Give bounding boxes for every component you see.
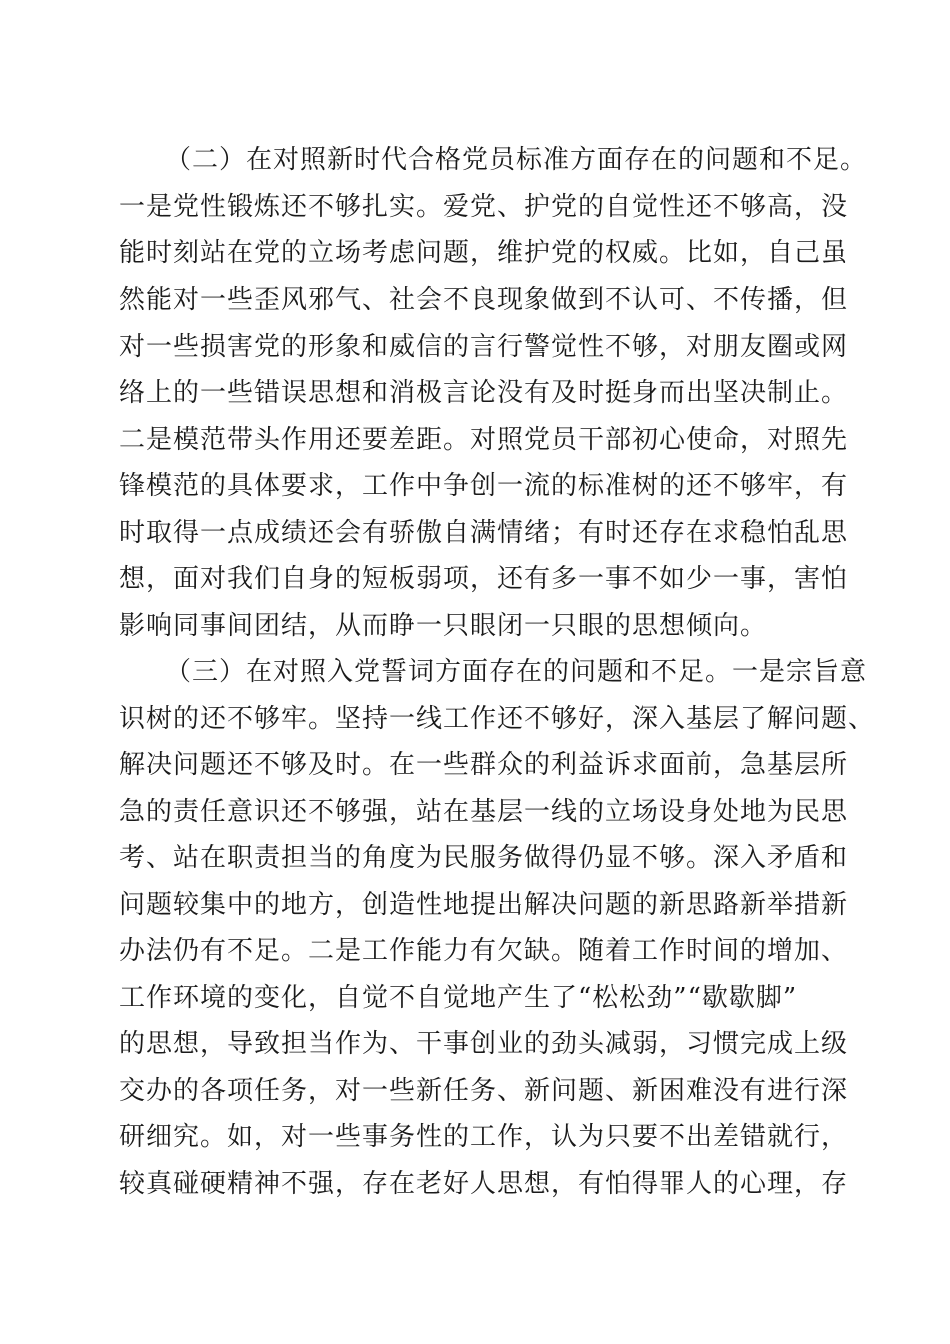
text-line: 然能对一些歪风邪气、社会不良现象做到不认可、不传播，但: [119, 285, 849, 315]
text-line: 较真碰硬精神不强，存在老好人思想，有怕得罪人的心理，存: [119, 1169, 849, 1199]
text-line: 工作环境的变化，自觉不自觉地产生了“松松劲”“歇歇脚”: [119, 983, 798, 1013]
text-line: 的思想，导致担当作为、干事创业的劲头减弱，习惯完成上级: [119, 1029, 849, 1059]
text-line: 影响同事间团结，从而睁一只眼闭一只眼的思想倾向。: [119, 611, 768, 641]
text-line: （二）在对照新时代合格党员标准方面存在的问题和不足。: [165, 145, 868, 175]
text-line: 考、站在职责担当的角度为民服务做得仍显不够。深入矛盾和: [119, 843, 849, 873]
text-line: 问题较集中的地方，创造性地提出解决问题的新思路新举措新: [119, 890, 849, 920]
text-line: 急的责任意识还不够强，站在基层一线的立场设身处地为民思: [119, 797, 849, 827]
text-line: 研细究。如，对一些事务性的工作，认为只要不出差错就行，: [119, 1122, 849, 1152]
text-line: 络上的一些错误思想和消极言论没有及时挺身而出坚决制止。: [119, 378, 849, 408]
text-line: 能时刻站在党的立场考虑问题，维护党的权威。比如，自己虽: [119, 238, 849, 268]
text-line: 识树的还不够牢。坚持一线工作还不够好，深入基层了解问题、: [119, 704, 876, 734]
text-line: 想，面对我们自身的短板弱项，还有多一事不如少一事，害怕: [119, 564, 849, 594]
text-line: （三）在对照入党誓词方面存在的问题和不足。一是宗旨意: [165, 657, 868, 687]
text-line: 一是党性锻炼还不够扎实。爱党、护党的自觉性还不够高，没: [119, 192, 849, 222]
text-line: 对一些损害党的形象和威信的言行警觉性不够，对朋友圈或网: [119, 332, 849, 362]
text-line: 时取得一点成绩还会有骄傲自满情绪；有时还存在求稳怕乱思: [119, 518, 849, 548]
text-line: 锋模范的具体要求，工作中争创一流的标准树的还不够牢，有: [119, 471, 849, 501]
text-line: 交办的各项任务，对一些新任务、新问题、新困难没有进行深: [119, 1076, 849, 1106]
text-line: 解决问题还不够及时。在一些群众的利益诉求面前，急基层所: [119, 750, 849, 780]
text-line: 办法仍有不足。二是工作能力有欠缺。随着工作时间的增加、: [119, 936, 849, 966]
text-line: 二是模范带头作用还要差距。对照党员干部初心使命，对照先: [119, 425, 849, 455]
